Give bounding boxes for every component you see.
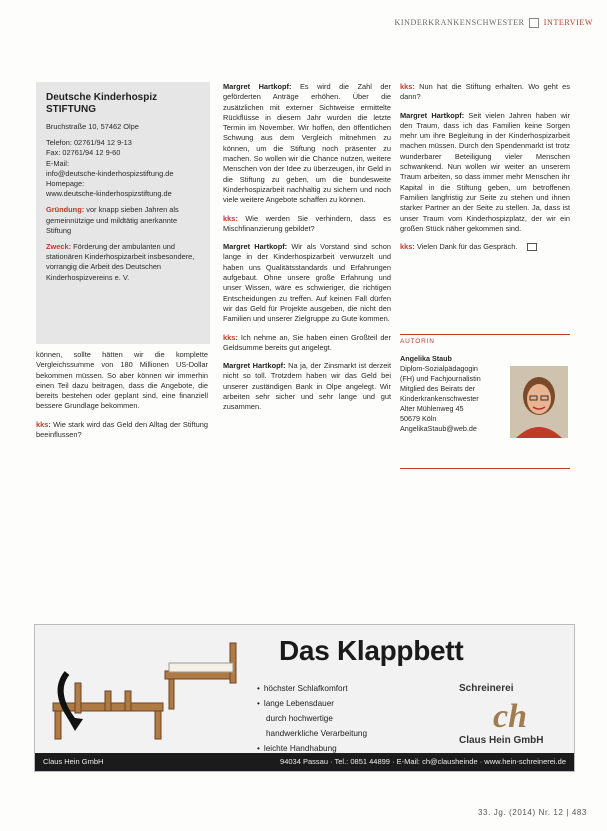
org-web-label: Homepage: [46,179,85,189]
article-column-1 [36,350,208,448]
divider [400,468,570,469]
author-name: Angelika Staub [400,354,452,363]
brand-top: Schreinerei [459,683,514,694]
org-contact [46,138,200,199]
purpose-label: Zweck: [46,242,72,252]
advertisement [34,624,575,772]
question-text: Ich nehme an, Sie haben einen Großteil der Geldsumme bereits gut angelegt. [223,332,391,352]
article-column-3 [400,82,570,260]
ad-footer-company: Claus Hein GmbH [43,757,104,766]
category-name: INTERVIEW [543,18,593,27]
ad-footer [35,753,574,771]
author-line: Diplom-Sozialpädagogin [400,364,478,373]
ad-feature-cont: handwerkliche Verarbeitung [266,729,368,738]
ad-features [257,683,367,758]
author-line: Alter Mühlenweg 45 [400,404,464,413]
org-fax: Fax: 02761/94 12 9-60 [46,148,121,158]
ad-feature: • lange Lebensdauer [257,698,367,709]
speaker-label: Margret Hartkopf: [223,361,286,371]
question-text: Wie werden Sie verhindern, dass es Mischfinanzierung gebildet? [223,213,391,233]
ad-feature: • höchster Schlafkomfort [257,683,367,694]
answer [223,82,391,206]
page-folio: 33. Jg. (2014) Nr. 12 | 483 [477,808,587,817]
answer-text: Na ja, der Zinsmarkt ist derzeit nicht so toll. Trotzdem haben wir das Geld bei unserer zuständigen Bank in Olpe angelegt. Wir arbeiten sehr sicher und sehr lange und gut zusammen. [223,361,391,412]
founded-label: Gründung: [46,205,85,215]
author-line: 50679 Köln [400,414,437,423]
ad-feature-cont: durch hochwertige [266,714,333,723]
org-name: Deutsche Kinderhospiz STIFTUNG [46,92,158,115]
answer [223,361,391,412]
foundation-info-box [36,82,210,344]
interviewer-label: kks: [223,332,238,342]
article-column-2 [223,82,391,421]
ad-title: Das Klappbett [279,635,464,666]
author-line: Kinderkrankenschwester [400,394,479,403]
question [36,420,208,441]
author-bio [400,354,510,434]
running-header [394,18,593,28]
question [400,82,570,103]
question [223,333,391,354]
question-text: Wie stark wird das Geld den Alltag der Stiftung beeinflussen? [36,419,208,440]
interviewer-label: kks: [400,242,415,252]
ad-feature-group [257,698,367,739]
org-address: Bruchstraße 10, 57462 Olpe [46,122,139,131]
author-email[interactable]: AngelikaStaub@web.de [400,424,477,433]
separator-icon [529,18,539,28]
purpose-text: Förderung der ambulanten und stationären Kinderhospizarbeit insbesondere, vorrangig die Arbeit des Deutschen Kinderhospizvereins e. V. [46,242,195,282]
question-text: Nun hat die Stiftung erhalten. Wo geht es dann? [400,82,570,102]
founded-text: vor knapp sieben Jahren als gemeinnützige und mildtätig anerkannte Stiftung [46,205,179,235]
interviewer-label: kks: [400,82,415,91]
question [223,214,391,235]
brand-bottom: Claus Hein GmbH [459,735,544,746]
interviewer-label: kks: [36,419,51,429]
closing [400,242,570,252]
answer [400,111,570,235]
author-line: Mitglied des Beirats der [400,384,476,393]
paragraph: können, sollte hätten wir die komplette Vergleichssumme von 180 Millionen US-Dollar bekommen müssen. So aber können wir immerhin einen Teil dazu beitragen, dass die Angebote, die bereits bestehen oder geplant sind, eine finanziell bessere Grundlage bekommen. [36,350,208,411]
end-mark-icon [527,243,537,251]
brand-logo: ch [493,698,527,735]
org-email-label: E-Mail: [46,158,69,168]
author-line: (FH) und Fachjournalistin [400,374,481,383]
org-purpose [46,242,200,283]
ad-feature: • leichte Handhabung [257,743,367,754]
ad-footer-contact[interactable]: 94034 Passau · Tel.: 0851 44899 · E-Mail: ch@clausheinde · www.hein-schreinerei.de [280,757,566,766]
speaker-label: Margret Hartkopf: [400,110,465,120]
author-section-label: AUTORIN [400,334,570,345]
author-photo [510,366,568,438]
org-founded [46,205,200,236]
interviewer-label: kks: [223,213,238,223]
speaker-label: Margret Hartkopf: [223,242,288,252]
answer-text: Seit vielen Jahren haben wir den Traum, dass ich das Familien keine Sorgen mehr um ihre Begleitung in der Kinderhospizarbeit machen müssen. Durch den Spendenmarkt ist trotz wunderbarer Beteiligung vieler Menschen schwankend. Nun wollen wir weiter an unserem Traum arbeiten, so dass immer mehr Menschen ihr Kapital in die Stiftung geben, um betroffenen Familien langfristig zur Seite zu stehen und ihnen starker Partner an der Seite zu stellen. Ja, dass ist unser Traum vom Kinderhospizplatz, der wir ein großen Stück näher gekommen sind. [400,110,570,233]
answer-text: Es wird die Zahl der geförderten Anträge erhöhen. Über die zusätzlichen mit externer Sichtweise ermittelte Rückflüsse in diesem Jahr wurden die letzte Termin im November. Wir hoffen, den öffentlichen Schwung aus dem Vergleich mitnehmen zu können, um die Stiftung noch präsenter zu machen. So wollen wir die Chance nutzen, weitere Menschen von der Idee zu überzeugen, ihr Geld in die Stiftung zu geben, um die bundesweite Kinderhospizarbeit nachhaltig zu sichern und noch viele weitere Angebote schaffen zu können. [223,82,392,205]
section-name: KINDERKRANKENSCHWESTER [394,18,525,27]
folding-bed-illustration [45,633,245,745]
closing-text: Vielen Dank für das Gespräch. [416,242,518,252]
speaker-label: Margret Hartkopf: [223,82,292,91]
org-email[interactable]: info@deutsche-kinderhospizstiftung.de [46,168,174,178]
answer-text: Wir als Vorstand sind schon lange in der Kinderhospizarbeit verwurzelt und haben uns Qualitätsstandards und Erfahrungen aufgebaut. Ohne unsere große Erfahrung und unser Wissen, wäre es schwieriger, die richtigen Entscheidungen zu treffen. Auf keinen Fall dürfen wir das Geld für Projekte ausgeben, die nicht den Familien und unserer Zielgruppe zu Gute kommen. [223,242,391,324]
org-phone: Telefon: 02761/94 12 9-13 [46,138,132,148]
org-web[interactable]: www.deutsche-kinderhospizstiftung.de [46,189,172,199]
answer [223,242,391,324]
